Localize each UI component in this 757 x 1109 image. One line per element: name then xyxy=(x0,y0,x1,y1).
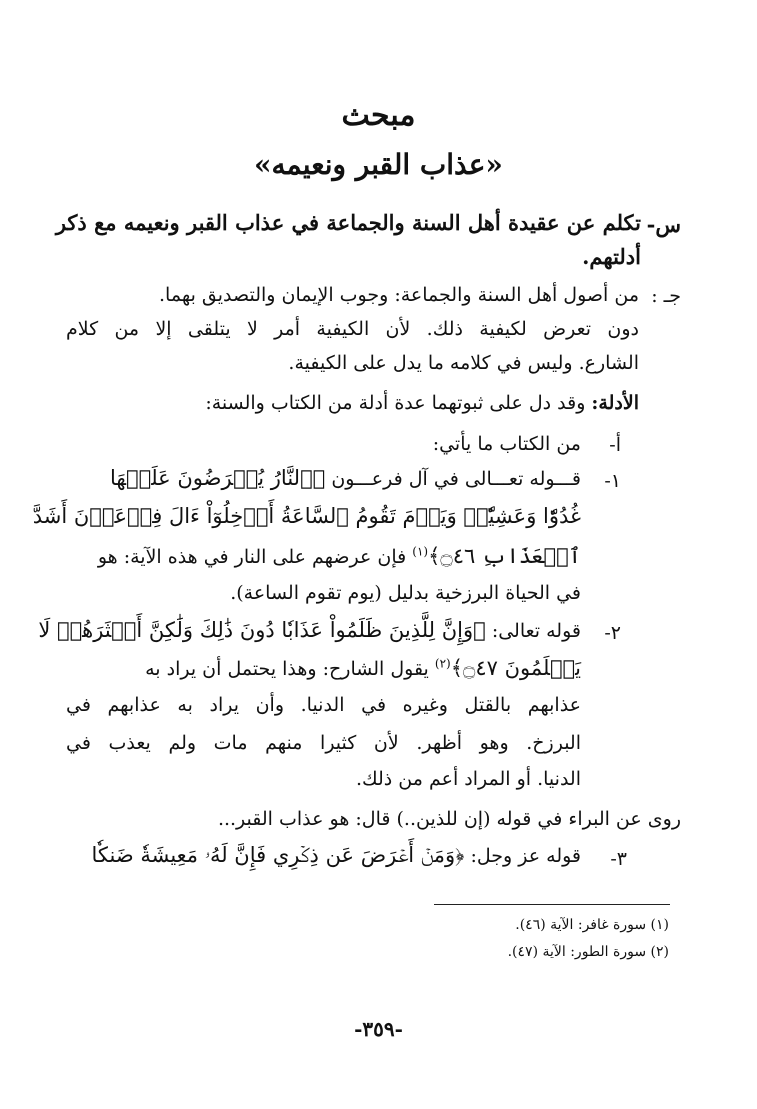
question-line-1: تكلم عن عقيدة أهل السنة والجماعة في عذاب القبر ونعيمه مع ذكر xyxy=(55,210,641,235)
page-title: مبحث xyxy=(341,98,416,133)
item-2-line-4: البرزخ. وهو أظهر. لأن كثيرا منهم مات ولم يعذب في xyxy=(66,732,581,754)
answer-line-3: الشارع. وليس في كلامه ما يدل على الكيفية. xyxy=(288,352,639,374)
item-2-line-3: عذابهم بالقتل وغيره في الدنيا. وأن يراد به عذابهم في xyxy=(66,694,581,716)
item-3-intro: قوله عز وجل: xyxy=(470,845,581,867)
item-1-verse-start: ﴿ٱلنَّارُ يُعۡرَضُونَ عَلَيۡهَا xyxy=(109,466,326,490)
footnote-ref-2[interactable]: (٢) xyxy=(434,656,451,671)
section-a-text: من الكتاب ما يأتي: xyxy=(432,433,581,455)
item-1-line-1 xyxy=(66,466,581,491)
item-2-commentary: يقول الشارح: وهذا يحتمل أن يراد به xyxy=(145,658,429,680)
item-1-verse-line-2: غُدُوّٗا وَعَشِيّٗاۚ وَيَوۡمَ تَقُومُ ٱلسَّاعَةُ أَدۡخِلُوٓاْ ءَالَ فِرۡعَوۡنَ أَشَدَّ xyxy=(32,504,581,528)
item-2-line-5: الدنيا. أو المراد أعم من ذلك. xyxy=(355,768,581,790)
item-2-line-1 xyxy=(38,618,581,643)
question-marker: س- xyxy=(646,212,681,237)
item-2-verse-end: يَعۡلَمُونَ ۝٤٧﴾ xyxy=(450,656,581,680)
item-1-line-4: في الحياة البرزخية بدليل (يوم تقوم الساعة). xyxy=(230,582,581,604)
item-3-line-1 xyxy=(66,843,581,868)
item-3-verse-start: ﴿وَمَنۡ أَعۡرَضَ عَن ذِكۡرِي فَإِنَّ لَهُۥ مَعِيشَةٗ ضَنكٗا xyxy=(91,843,465,867)
item-2-intro: قوله تعالى: xyxy=(491,620,581,642)
answer-marker: جـ : xyxy=(651,285,681,307)
item-1-line-3 xyxy=(66,544,581,569)
footnote-1: (١) سورة غافر: الآية (٤٦). xyxy=(515,917,669,933)
page-number: -٣٥٩- xyxy=(354,1017,403,1041)
item-2-marker: ٢- xyxy=(604,622,621,644)
evidence-intro: وقد دل على ثبوتهما عدة أدلة من الكتاب والسنة: xyxy=(205,392,586,414)
baraa-narration: روى عن البراء في قوله (إن للذين..) قال: هو عذاب القبر... xyxy=(217,808,681,830)
item-3-marker: ٣- xyxy=(610,848,627,870)
answer-line-1: من أصول أهل السنة والجماعة: وجوب الإيمان والتصديق بهما. xyxy=(159,284,639,306)
footnote-2: (٢) سورة الطور: الآية (٤٧). xyxy=(507,944,669,960)
page-subtitle: «عذاب القبر ونعيمه» xyxy=(254,148,503,181)
item-1-verse-end: ٱلۡعَذَابِ ۝٤٦﴾ xyxy=(428,544,581,568)
item-2-line-2 xyxy=(66,656,581,681)
item-1-intro: قـــوله تعـــالى في آل فرعـــون xyxy=(331,468,581,490)
question-line-2: أدلتهم. xyxy=(582,244,641,269)
answer-line-2: دون تعرض لكيفية ذلك. لأن الكيفية أمر لا يتلقى إلا من كلام xyxy=(66,318,639,340)
evidence-label: الأدلة: xyxy=(591,392,639,414)
item-2-verse-start: ﴿وَإِنَّ لِلَّذِينَ ظَلَمُواْ عَذَابٗا دُونَ ذَٰلِكَ وَلَٰكِنَّ أَكۡثَرَهُمۡ لَا xyxy=(38,618,486,642)
evidence-line xyxy=(66,392,639,415)
section-a-marker: أ- xyxy=(609,434,621,456)
item-1-marker: ١- xyxy=(604,470,621,492)
footnote-ref-1[interactable]: (١) xyxy=(412,544,429,559)
item-1-explanation: فإن عرضهم على النار في هذه الآية: هو xyxy=(97,546,407,568)
footnote-divider xyxy=(434,904,670,905)
